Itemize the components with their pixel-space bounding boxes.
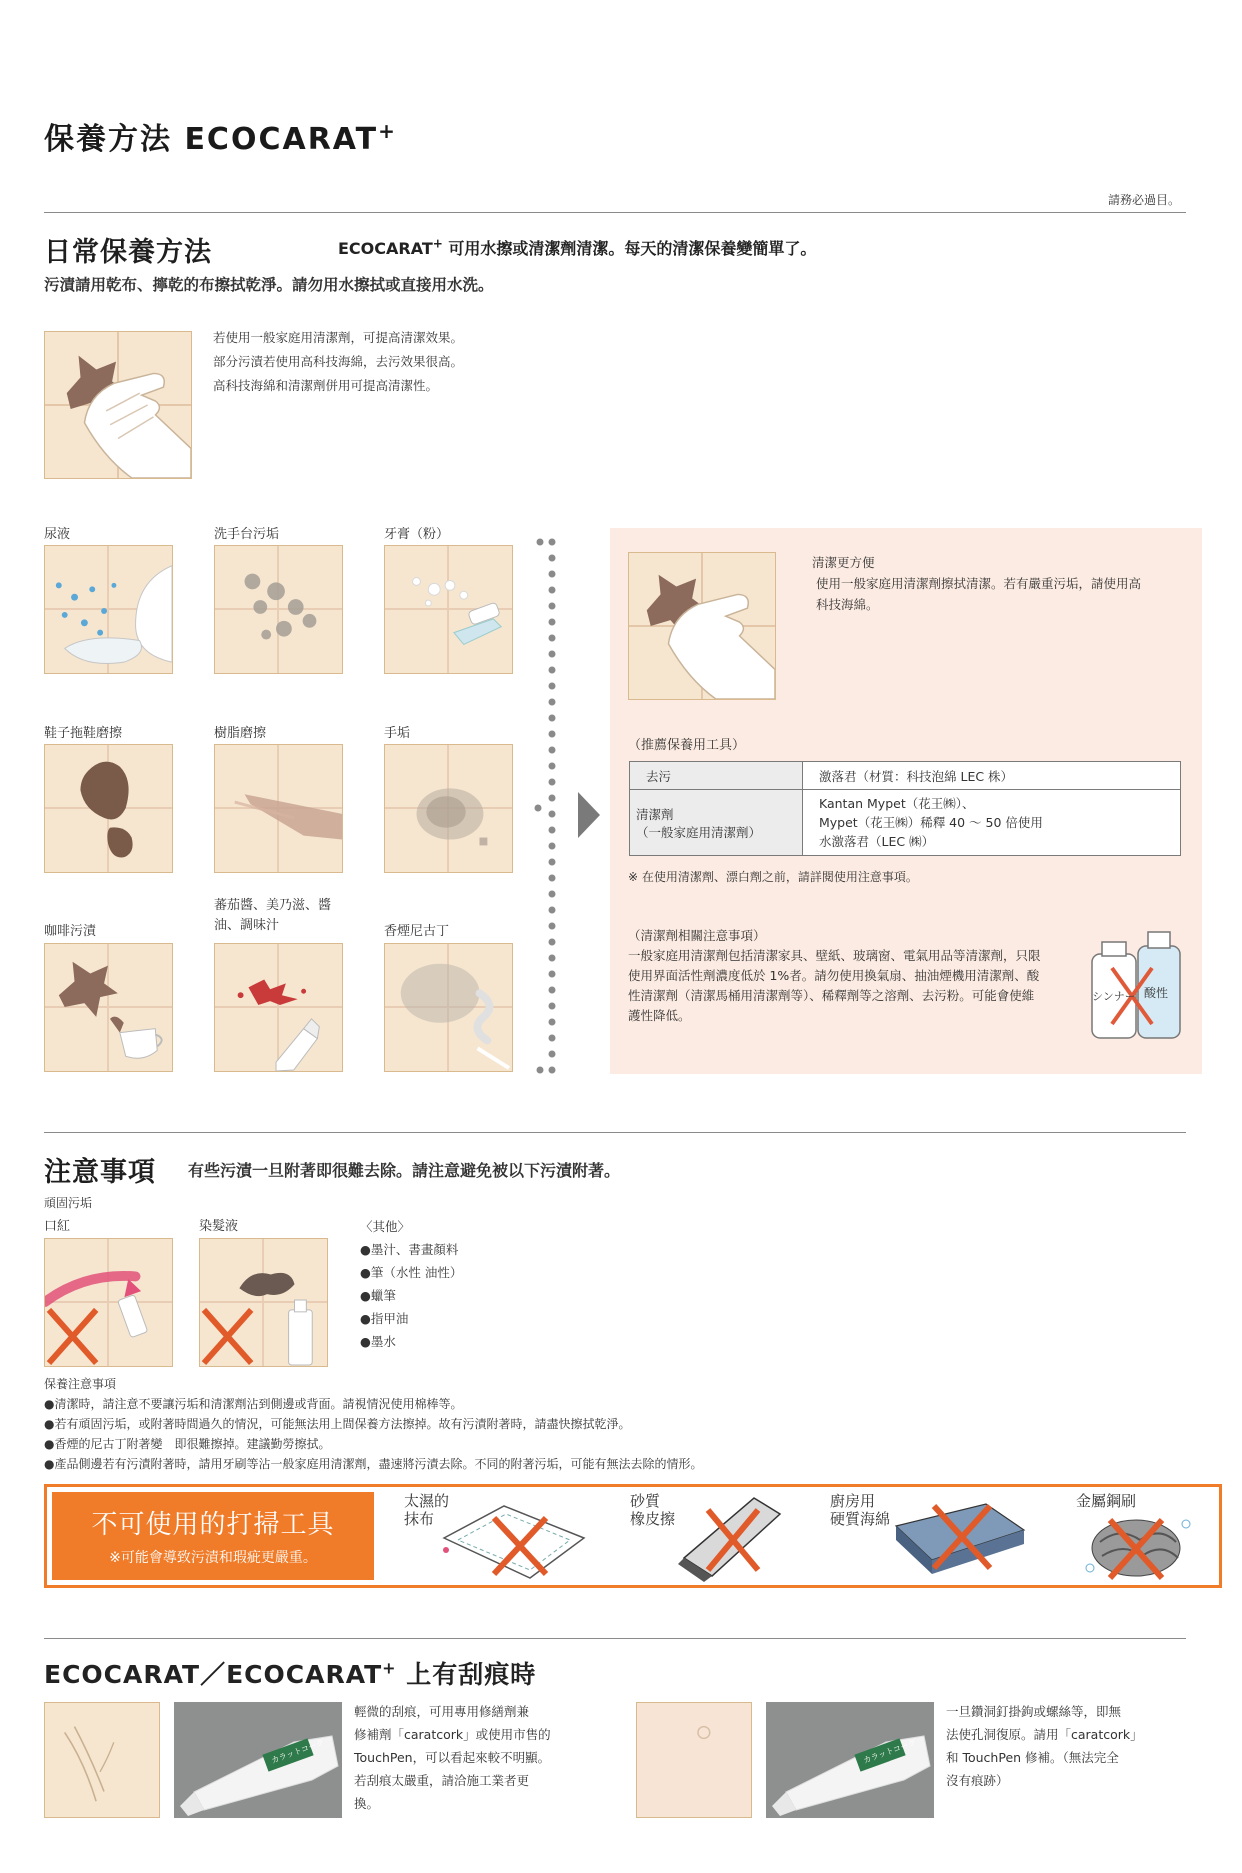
cigarette-smoke-icon [385, 944, 512, 1071]
scratch-left-line: 若刮痕太嚴重，請洽施工業者更 [354, 1773, 530, 1788]
tools-value-text: Kantan Mypet（花王㈱）、 [819, 796, 975, 811]
stain-label-coffee: 咖啡污漬 [44, 924, 97, 939]
forbidden-item-steel [1076, 1492, 1206, 1582]
lipstick-label: 口紅 [44, 1219, 71, 1234]
forbidden-item-sponge [830, 1492, 1030, 1582]
forbidden-note: ※可能會導致污漬和瑕疵更嚴重。 [109, 1550, 317, 1566]
header-divider [44, 212, 1186, 213]
caution-block [628, 926, 1041, 1026]
scratch-heading [44, 1655, 536, 1691]
stain-label-sink: 洗手台污垢 [214, 527, 280, 542]
tools-key [630, 762, 803, 790]
sink-stain-icon [215, 546, 342, 673]
ketchup-bottle-icon [215, 944, 342, 1071]
daily-lead [338, 236, 816, 259]
scratch-left-line: 修補劑「caratcork」或使用市售的 [354, 1727, 551, 1742]
tools-key-text: 去污 [646, 768, 672, 784]
scratch-tile [44, 1702, 160, 1818]
others-item: ●蠟筆 [360, 1288, 396, 1303]
care-item: ●若有頑固污垢，或附著時間過久的情況，可能無法用上間保養方法擦掉。故有污漬附著時，請盡快擦拭乾淨。 [44, 1417, 631, 1431]
bottle-thinner-label: シンナー [1092, 990, 1136, 1003]
tools-note: ※ 在使用清潔劑、漂白劑之前，請詳閱使用注意事項。 [628, 870, 918, 884]
easier-text-2: 科技海綿。 [816, 597, 879, 612]
stain-tile-sauce [214, 943, 343, 1072]
scratch-mark-icon [45, 1703, 159, 1817]
coffee-cup-icon [45, 944, 172, 1071]
scratch-heading-sup: + [382, 1658, 397, 1678]
page-title-sup: + [378, 119, 397, 143]
tools-key [630, 790, 803, 856]
urine-stain-icon [45, 546, 172, 673]
scratch-left-line: TouchPen，可以看起來較不明顯。 [354, 1750, 551, 1765]
forbidden-label-line: 硬質海綿 [830, 1510, 891, 1528]
care-title: 保養注意事項 [44, 1377, 117, 1391]
caution-line: 護性降低。 [628, 1008, 691, 1023]
stain-tile-shoe [44, 744, 173, 873]
attention-lead: 有些污漬一旦附著即很難去除。請注意避免被以下污漬附著。 [188, 1161, 621, 1180]
tube-label-right: カラットコーク [862, 1737, 918, 1766]
daily-tips [213, 326, 463, 398]
steel-wool-icon [1080, 1512, 1200, 1582]
scratch-left-line: 換。 [354, 1796, 380, 1811]
stain-tile-nicotine [384, 943, 513, 1072]
stain-label-toothpaste: 牙膏（粉） [384, 527, 450, 542]
stain-tile-urine [44, 545, 173, 674]
attention-divider [44, 1132, 1186, 1133]
others-item: ●墨汁、書畫顏料 [360, 1242, 459, 1257]
care-notes [44, 1374, 702, 1474]
forbidden-label-line: 橡皮擦 [630, 1510, 676, 1528]
forbidden-title-box [52, 1492, 374, 1580]
page-title [44, 114, 397, 158]
caratcork-tube-icon [766, 1702, 934, 1818]
tools-value [803, 762, 1181, 790]
daily-tip: 若使用一般家庭用清潔劑，可提高清潔效果。 [213, 330, 464, 345]
scratch-heading-tail: 上有刮痕時 [396, 1660, 537, 1689]
others-item: ●筆（水性 油性） [360, 1265, 463, 1280]
scratch-right-line: 沒有痕跡） [946, 1773, 1009, 1788]
forbidden-item-label [1076, 1492, 1136, 1510]
stain-label-sauce [214, 896, 331, 936]
daily-lead-sup: + [432, 236, 443, 251]
hard-sponge-icon [890, 1496, 1030, 1580]
forbidden-label-line: 金屬鋼刷 [1076, 1492, 1137, 1510]
scratch-left-text [354, 1700, 551, 1815]
forbidden-item-label [830, 1492, 890, 1528]
arrow-right-icon [576, 790, 602, 840]
scratch-right-line: 一旦鑽洞釘掛鉤或螺絲等，即無 [946, 1704, 1122, 1719]
others-title: 〈其他〉 [360, 1219, 411, 1234]
easier-text-1: 使用一般家庭用清潔劑擦拭清潔。若有嚴重污垢，請使用高 [816, 576, 1142, 591]
tools-value-text: 水激落君（LEC ㈱） [819, 834, 935, 849]
forbidden-label-line: 太濕的 [404, 1492, 450, 1510]
attention-heading: 注意事項 [44, 1157, 156, 1188]
care-item: ●香煙的尼古丁附著變 即很難擦掉。建議勤勞擦拭。 [44, 1437, 331, 1451]
scratch-right-line: 法使孔洞復原。請用「caratcork」 [946, 1727, 1143, 1742]
panel-wipe-illustration [628, 552, 776, 700]
care-item: ●清潔時，請注意不要讓污垢和清潔劑沾到側邊或背面。請視情況使用棉棒等。 [44, 1397, 463, 1411]
forbidden-label-line: 廚房用 [830, 1492, 876, 1510]
daily-tip: 高科技海綿和清潔劑併用可提高清潔性。 [213, 378, 439, 393]
scratch-heading-text: ECOCARAT／ECOCARAT [44, 1660, 383, 1689]
lipstick-icon [45, 1239, 172, 1366]
care-item: ●產品側邊若有污漬附著時，請用牙刷等沾一般家庭用清潔劑，盡速將污漬去除。不同的附著污垢，可能有無法去除的情形。 [44, 1457, 703, 1471]
wipe-illustration [44, 331, 192, 479]
page-title-text: 保養方法 ECOCARAT [44, 122, 379, 157]
easier-title: 清潔更方便 [812, 555, 875, 570]
tools-value [803, 790, 1181, 856]
caution-title: （清潔劑相關注意事項） [628, 928, 766, 943]
scratch-divider [44, 1638, 1186, 1639]
stain-tile-hand [384, 744, 513, 873]
stubborn-label: 頑固污垢 [44, 1196, 93, 1210]
caratcork-photo-left [174, 1702, 342, 1818]
bottles-illustration [1088, 928, 1186, 1044]
caution-line: 使用界面活性劑濃度低於 1%者。請勿使用換氣扇、抽油煙機用清潔劑、酸 [628, 968, 1040, 983]
tools-value-text: 激落君（材質：科技泡綿 LEC 株） [819, 768, 1014, 784]
stain-label-nicotine: 香煙尼古丁 [384, 924, 450, 939]
hole-mark-icon [637, 1703, 751, 1817]
caution-line: 性清潔劑（清潔馬桶用清潔劑等）、稀釋劑等之溶劑、去污粉。可能會使維 [628, 988, 1035, 1003]
hole-tile [636, 1702, 752, 1818]
tools-row [630, 762, 1181, 790]
tools-key-text-2: （一般家庭用清潔劑） [636, 824, 762, 840]
wipe-hand-icon [45, 332, 191, 478]
bottles-icon [1088, 928, 1186, 1044]
must-read-note: 請務必過目。 [1108, 193, 1181, 207]
stain-label-sauce-1: 蕃茄醬、美乃滋、醬 [214, 898, 332, 913]
hairdye-label: 染髮液 [199, 1219, 239, 1234]
bottle-acid-label: 酸性 [1144, 986, 1169, 1000]
stain-tile-coffee [44, 943, 173, 1072]
tools-value-text: Mypet（花王㈱）稀釋 40 ～ 50 倍使用 [819, 815, 1043, 830]
daily-lead-brand: ECOCARAT [338, 239, 433, 258]
forbidden-item-eraser [630, 1492, 800, 1582]
hairdye-icon [200, 1239, 327, 1366]
wipe-hand-icon [629, 553, 775, 699]
tools-table [629, 761, 1181, 856]
scratch-left-line: 輕微的刮痕，可用專用修繕劑兼 [354, 1704, 530, 1719]
resin-mark-icon [215, 745, 342, 872]
forbidden-item-cloth [404, 1492, 594, 1582]
forbidden-label-line: 砂質 [630, 1492, 661, 1510]
others-list [360, 1215, 462, 1353]
stain-label-shoe: 鞋子拖鞋磨擦 [44, 726, 123, 741]
lipstick-tile [44, 1238, 173, 1367]
caratcork-tube-icon [174, 1702, 342, 1818]
scratch-right-text [946, 1700, 1143, 1792]
easier-block [812, 552, 1141, 615]
daily-sub: 污漬請用乾布、擰乾的布擦拭乾淨。請勿用水擦拭或直接用水洗。 [44, 276, 494, 294]
toothbrush-icon [385, 546, 512, 673]
tools-row [630, 790, 1181, 856]
stain-label-resin: 樹脂磨擦 [214, 726, 267, 741]
hairdye-tile [199, 1238, 328, 1367]
forbidden-title: 不可使用的打掃工具 [91, 1510, 335, 1540]
caution-line: 一般家庭用清潔劑包括清潔家具、壁紙、玻璃窗、電氣用品等清潔劑，只限 [628, 948, 1041, 963]
caratcork-photo-right [766, 1702, 934, 1818]
tube-label-left: カラットコーク [270, 1737, 326, 1766]
tools-caption: （推薦保養用工具） [628, 738, 746, 753]
stain-tile-resin [214, 744, 343, 873]
dotted-divider [534, 538, 564, 1078]
sand-eraser-icon [674, 1492, 794, 1582]
wet-cloth-icon [434, 1498, 594, 1582]
scratch-right-line: 和 TouchPen 修補。（無法完全 [946, 1750, 1119, 1765]
daily-tip: 部分污漬若使用高科技海綿，去污效果很高。 [213, 354, 464, 369]
others-item: ●指甲油 [360, 1311, 409, 1326]
daily-lead-text: 可用水擦或清潔劑清潔。每天的清潔保養變簡單了。 [442, 239, 817, 258]
stain-tile-toothpaste [384, 545, 513, 674]
hand-grime-icon [385, 745, 512, 872]
shoe-sole-icon [45, 745, 172, 872]
stain-label-urine: 尿液 [44, 527, 71, 542]
stain-tile-sink [214, 545, 343, 674]
others-item: ●墨水 [360, 1334, 396, 1349]
forbidden-item-label [630, 1492, 675, 1528]
forbidden-label-line: 抹布 [404, 1510, 435, 1528]
stain-label-sauce-2: 油、調味汁 [214, 918, 280, 933]
stain-label-hand: 手垢 [384, 726, 411, 741]
tools-key-text: 清潔劑 [636, 806, 674, 822]
daily-heading: 日常保養方法 [44, 237, 212, 268]
